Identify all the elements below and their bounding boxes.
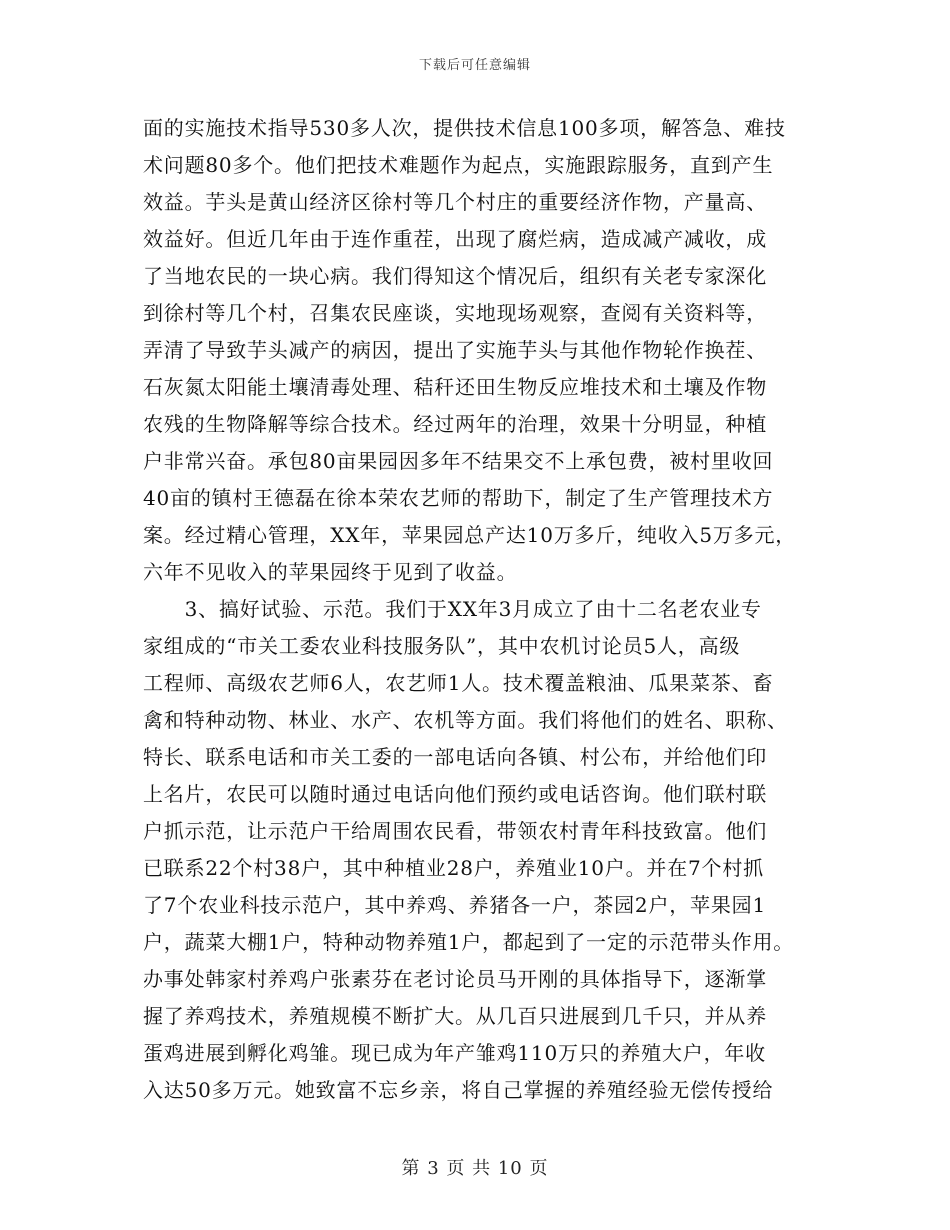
text-line: 到徐村等几个村，召集农民座谈，实地现场观察，查阅有关资料等， (143, 301, 767, 325)
text-line: 案。经过精心管理，XX年，苹果园总产达10万多斤，纯收入5万多元， (143, 523, 797, 547)
text-line: 弄清了导致芋头减产的病因，提出了实施芋头与其他作物轮作换茬、 (143, 338, 767, 362)
text-line: 农残的生物降解等综合技术。经过两年的治理，效果十分明显，种植 (143, 412, 767, 436)
text-line: 六年不见收入的苹果园终于见到了收益。 (143, 560, 518, 584)
text-line: 石灰氮太阳能土壤清毒处理、秸秆还田生物反应堆技术和土壤及作物 (143, 375, 767, 399)
page-header: 下载后可任意编辑 (418, 58, 531, 73)
text-line: 家组成的“市关工委农业科技服务队”，其中农机讨论员5人，高级 (143, 634, 741, 658)
page-number-footer: 第 3 页 共 10 页 (401, 1158, 549, 1179)
text-line: 已联系22个村38户，其中种植业28户，养殖业10户。并在7个村抓 (143, 856, 764, 880)
text-line: 术问题80多个。他们把技术难题作为起点，实施跟踪服务，直到产生 (143, 153, 774, 177)
text-line: 了7个农业科技示范户，其中养鸡、养猪各一户，茶园2户，苹果园1 (143, 893, 766, 917)
text-line: 入达50多万元。她致富不忘乡亲，将自己掌握的养殖经验无偿传授给 (143, 1078, 774, 1102)
text-line: 40亩的镇村王德磊在徐本荣农艺师的帮助下，制定了生产管理技术方 (143, 486, 774, 510)
text-line: 了当地农民的一块心病。我们得知这个情况后，组织有关老专家深化 (143, 264, 767, 288)
text-line: 办事处韩家村养鸡户张素芬在老讨论员马开刚的具体指导下，逐渐掌 (143, 967, 767, 991)
text-line: 效益好。但近几年由于连作重茬，出现了腐烂病，造成减产减收，成 (143, 227, 767, 251)
text-line: 户抓示范，让示范户干给周围农民看，带领农村青年科技致富。他们 (143, 819, 767, 843)
text-line: 户，蔬菜大棚1户，特种动物养殖1户，都起到了一定的示范带头作用。 (143, 930, 795, 954)
text-line: 特长、联系电话和市关工委的一部电话向各镇、村公布，并给他们印 (143, 745, 767, 769)
text-line: 工程师、高级农艺师6人，农艺师1人。技术覆盖粮油、瓜果菜茶、畜 (143, 671, 774, 695)
text-line: 3、搞好试验、示范。我们于XX年3月成立了由十二名老农业专 (143, 597, 762, 621)
text-line: 上名片，农民可以随时通过电话向他们预约或电话咨询。他们联村联 (143, 782, 767, 806)
text-line: 禽和特种动物、林业、水产、农机等方面。我们将他们的姓名、职称、 (143, 708, 788, 732)
text-line: 握了养鸡技术，养殖规模不断扩大。从几百只进展到几千只，并从养 (143, 1004, 767, 1028)
text-line: 蛋鸡进展到孵化鸡雏。现已成为年产雏鸡110万只的养殖大户，年收 (143, 1041, 766, 1065)
text-line: 面的实施技术指导530多人次，提供技术信息100多项，解答急、难技 (143, 116, 786, 140)
text-line: 效益。芋头是黄山经济区徐村等几个村庄的重要经济作物，产量高、 (143, 190, 767, 214)
document-body (143, 110, 823, 1109)
text-line: 户非常兴奋。承包80亩果园因多年不结果交不上承包费，被村里收回 (143, 449, 774, 473)
